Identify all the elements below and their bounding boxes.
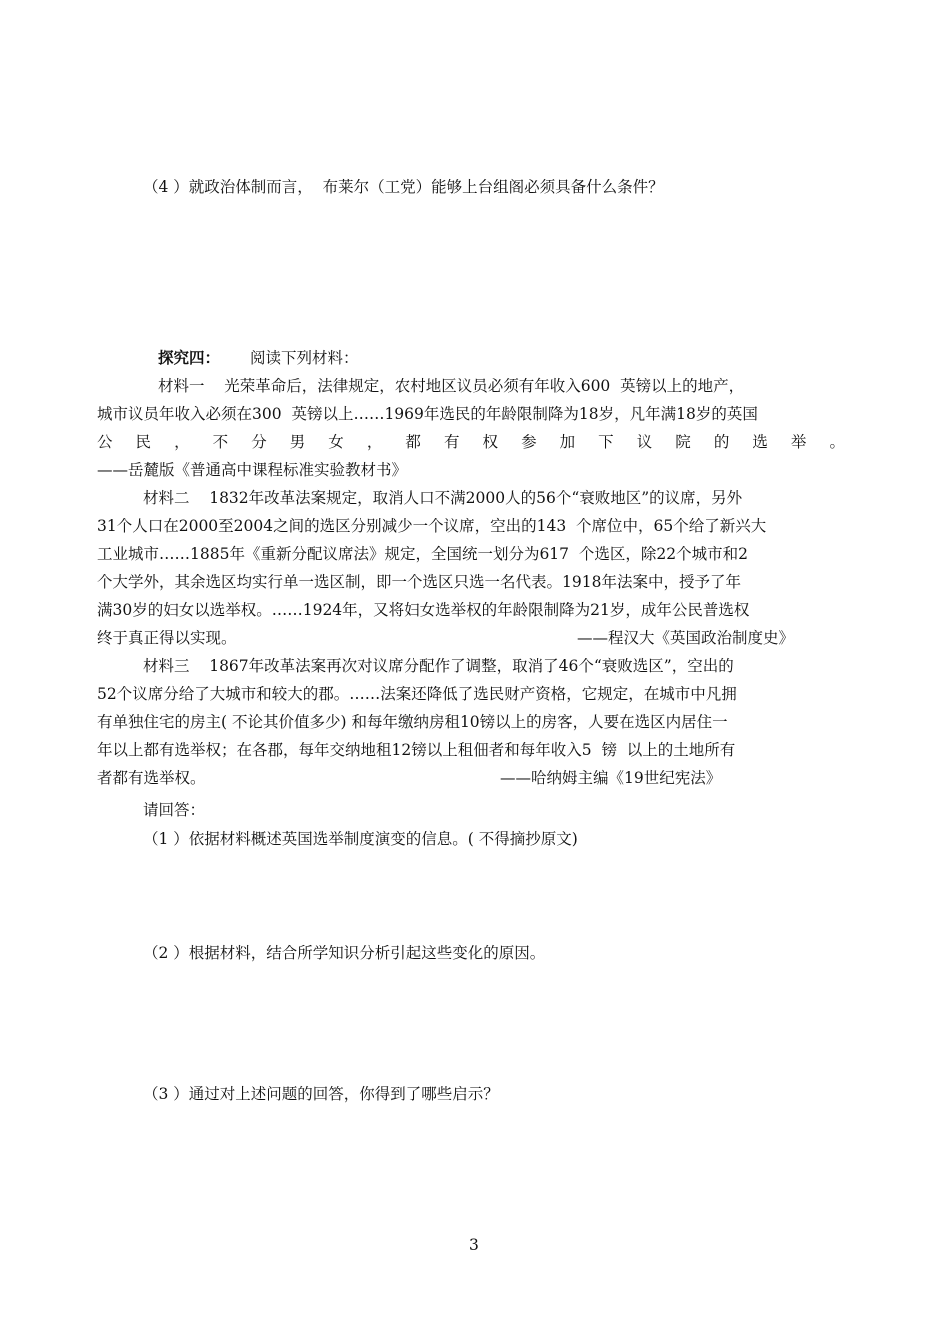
material-2-source: ——程汉大《英国政治制度史》: [577, 629, 795, 647]
material-1-line-2: 城市议员年收入必须在300 英镑以上……1969年选民的年龄限制降为18岁，凡年满18岁的英国: [97, 405, 758, 423]
question-3: （3 ）通过对上述问题的回答，你得到了哪些启示？: [143, 1085, 499, 1103]
material-3-source: ——哈纳姆主编《19世纪宪法》: [500, 769, 722, 787]
material-1-line-3: 公 民 ， 不 分 男 女 ， 都 有 权 参 加 下 议 院 的 选 举 。: [97, 433, 845, 451]
material-2-line-3: 工业城市……1885年《重新分配议席法》规定，全国统一划分为617 个选区，除22个城市和2: [97, 545, 748, 563]
section-intro: 阅读下列材料：: [250, 349, 359, 367]
material-3-line-5: 者都有选举权。: [97, 769, 206, 787]
material-3-line-1: 材料三 1867年改革法案再次对议席分配作了调整，取消了46个“衰败选区”，空出的: [143, 657, 734, 675]
page-number: 3: [469, 1236, 479, 1254]
material-2-line-4: 个大学外，其余选区均实行单一选区制，即一个选区只选一名代表。1918年法案中，授予了年: [97, 573, 741, 591]
material-3-line-2: 52个议席分给了大城市和较大的郡。……法案还降低了选民财产资格，它规定，在城市中凡拥: [97, 685, 737, 703]
material-2-line-2: 31个人口在2000至2004之间的选区分别减少一个议席，空出的143 个席位中，65个给了新兴大: [97, 517, 767, 535]
question-4: （4 ）就政治体制而言， 布莱尔（工党）能够上台组阁必须具备什么条件？: [143, 178, 664, 196]
question-1: （1 ）依据材料概述英国选举制度演变的信息。( 不得摘抄原文): [143, 830, 578, 848]
question-2: （2 ）根据材料，结合所学知识分析引起这些变化的原因。: [143, 944, 546, 962]
material-3-line-3: 有单独住宅的房主( 不论其价值多少) 和每年缴纳房租10镑以上的房客，人要在选区内居住一: [97, 713, 728, 731]
material-2-line-6: 终于真正得以实现。: [97, 629, 237, 647]
material-2-line-1: 材料二 1832年改革法案规定，取消人口不满2000人的56个“衰败地区”的议席，另外: [143, 489, 743, 507]
answer-prompt: 请回答：: [143, 801, 206, 819]
material-2-line-5: 满30岁的妇女以选举权。……1924年，又将妇女选举权的年龄限制降为21岁，成年公民普选权: [97, 601, 750, 619]
material-1-line-1: 材料一 光荣革命后，法律规定，农村地区议员必须有年收入600 英镑以上的地产，: [158, 377, 745, 395]
section-heading: 探究四：: [158, 348, 221, 367]
material-3-line-4: 年以上都有选举权；在各郡，每年交纳地租12镑以上租佃者和每年收入5 镑 以上的土地所有: [97, 741, 736, 759]
material-1-source: ——岳麓版《普通高中课程标准实验教材书》: [97, 461, 408, 479]
